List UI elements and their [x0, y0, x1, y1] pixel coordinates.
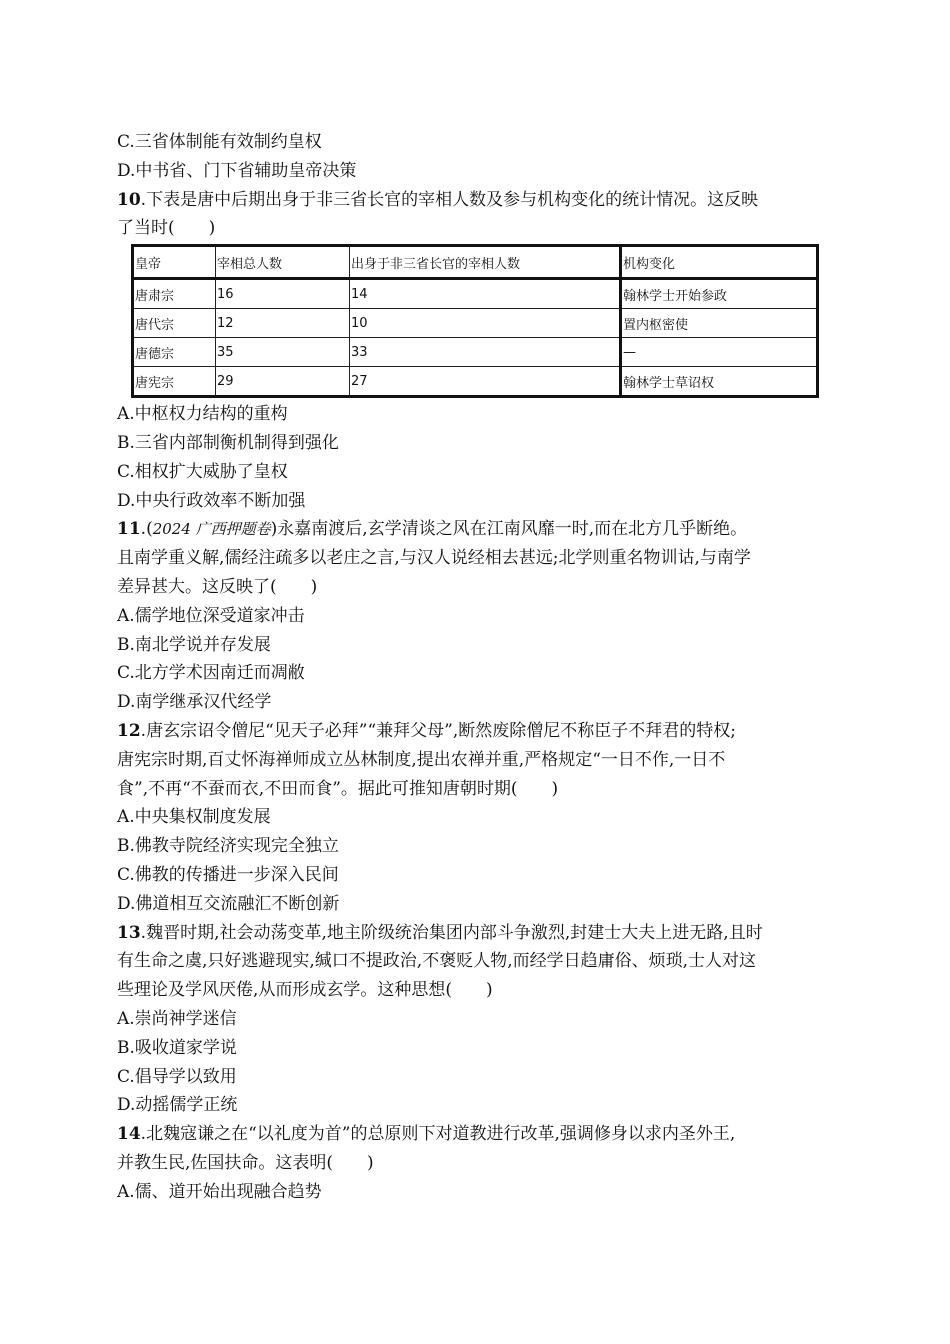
option-c: C.三省体制能有效制约皇权	[117, 132, 322, 152]
table-header-cell: 出身于非三省长官的宰相人数	[350, 246, 621, 279]
question-12-stem-cont: 唐宪宗时期,百丈怀海禅师成立丛林制度,提出农禅并重,严格规定“一日不作,一日不	[117, 749, 726, 770]
data-table	[131, 244, 819, 398]
question-11-stem	[117, 515, 837, 544]
option-a: A.中枢权力结构的重构	[117, 404, 288, 425]
question-text: .下表是唐中后期出身于非三省长官的宰相人数及参与机构变化的统计情况。这反映	[140, 189, 759, 210]
question-text: .北魏寇谦之在“以礼度为首”的总原则下对道教进行改革,强调修身以求内圣外王,	[140, 1124, 736, 1145]
source-tag: 2024 广西押题卷	[152, 520, 271, 539]
table-cell: 翰林学士草诏权	[621, 367, 818, 397]
table-row	[133, 279, 818, 309]
table-cell: 10	[350, 309, 621, 338]
question-number: 13	[117, 922, 141, 943]
question-11-stem-cont: 且南学重义解,儒经注疏多以老庄之言,与汉人说经相去甚远;北学则重名物训诂,与南学	[117, 548, 751, 569]
table-cell: 唐宪宗	[133, 367, 216, 397]
question-text: )永嘉南渡后,玄学清谈之风在江南风靡一时,而在北方几乎断绝。	[270, 519, 748, 540]
option-b: B.南北学说并存发展	[117, 634, 271, 655]
option-b: B.吸收道家学说	[117, 1037, 237, 1058]
option-a: A.崇尚神学迷信	[117, 1008, 237, 1029]
option-c: C.倡导学以致用	[117, 1066, 237, 1087]
table-cell: 唐代宗	[133, 309, 216, 338]
question-text: .魏晋时期,社会动荡变革,地主阶级统治集团内部斗争激烈,封建士大夫上进无路,且时	[140, 922, 763, 943]
option-c: C.佛教的传播进一步深入民间	[117, 864, 339, 885]
question-number: 11	[117, 519, 141, 540]
question-12-stem-cont: 食”,不再“不蚕而衣,不田而食”。据此可推知唐朝时期( )	[117, 778, 559, 799]
question-13-stem-cont: 有生命之虞,只好逃避现实,缄口不提政治,不褒贬人物,而经学日趋庸俗、烦琐,士人对这	[117, 951, 757, 972]
option-a: A.中央集权制度发展	[117, 807, 271, 828]
table-cell: 29	[216, 367, 350, 397]
table-cell: 33	[350, 338, 621, 367]
table-cell: 置内枢密使	[621, 309, 818, 338]
table-cell: 35	[216, 338, 350, 367]
question-number: 14	[117, 1124, 141, 1145]
table-header-cell: 宰相总人数	[216, 246, 350, 279]
question-text: .唐玄宗诏令僧尼“见天子必拜”“兼拜父母”,断然废除僧尼不称臣子不拜君的特权;	[140, 720, 736, 741]
question-number: 12	[117, 720, 141, 741]
table-row	[133, 309, 818, 338]
question-10-stem-cont: 了当时( )	[117, 218, 216, 239]
question-text: .(	[140, 519, 153, 540]
document-page	[117, 128, 837, 1207]
table-header-cell: 机构变化	[621, 246, 818, 279]
table-cell: —	[621, 338, 818, 367]
question-13-stem	[117, 919, 837, 948]
option-d: D.动摇儒学正统	[117, 1095, 238, 1116]
option-a: A.儒、道开始出现融合趋势	[117, 1181, 322, 1202]
question-number: 10	[117, 189, 141, 210]
question-13-stem-cont: 些理论及学风厌倦,从而形成玄学。这种思想( )	[117, 980, 493, 1001]
question-12-stem	[117, 717, 837, 746]
question-11-stem-cont: 差异甚大。这反映了( )	[117, 576, 318, 597]
table-cell: 27	[350, 367, 621, 397]
option-d: D.佛道相互交流融汇不断创新	[117, 893, 340, 914]
option-c: C.相权扩大威胁了皇权	[117, 461, 288, 482]
option-d: D.中央行政效率不断加强	[117, 490, 306, 511]
table-row	[133, 367, 818, 397]
option-d: D.中书省、门下省辅助皇帝决策	[117, 160, 357, 181]
question-14-stem-cont: 并教生民,佐国扶命。这表明( )	[117, 1152, 374, 1173]
table-cell: 翰林学士开始参政	[621, 279, 818, 309]
table-cell: 唐德宗	[133, 338, 216, 367]
table-cell: 14	[350, 279, 621, 309]
table-cell: 12	[216, 309, 350, 338]
table-header-row	[133, 246, 818, 279]
option-b: B.佛教寺院经济实现完全独立	[117, 836, 339, 857]
table-cell: 唐肃宗	[133, 279, 216, 309]
option-c: C.北方学术因南迁而凋敝	[117, 663, 305, 684]
option-d: D.南学继承汉代经学	[117, 692, 272, 713]
option-b: B.三省内部制衡机制得到强化	[117, 432, 339, 453]
question-10-stem	[117, 186, 837, 215]
option-a: A.儒学地位深受道家冲击	[117, 605, 305, 626]
table-row	[133, 338, 818, 367]
table-header-cell: 皇帝	[133, 246, 216, 279]
question-14-stem	[117, 1120, 837, 1149]
table-cell: 16	[216, 279, 350, 309]
